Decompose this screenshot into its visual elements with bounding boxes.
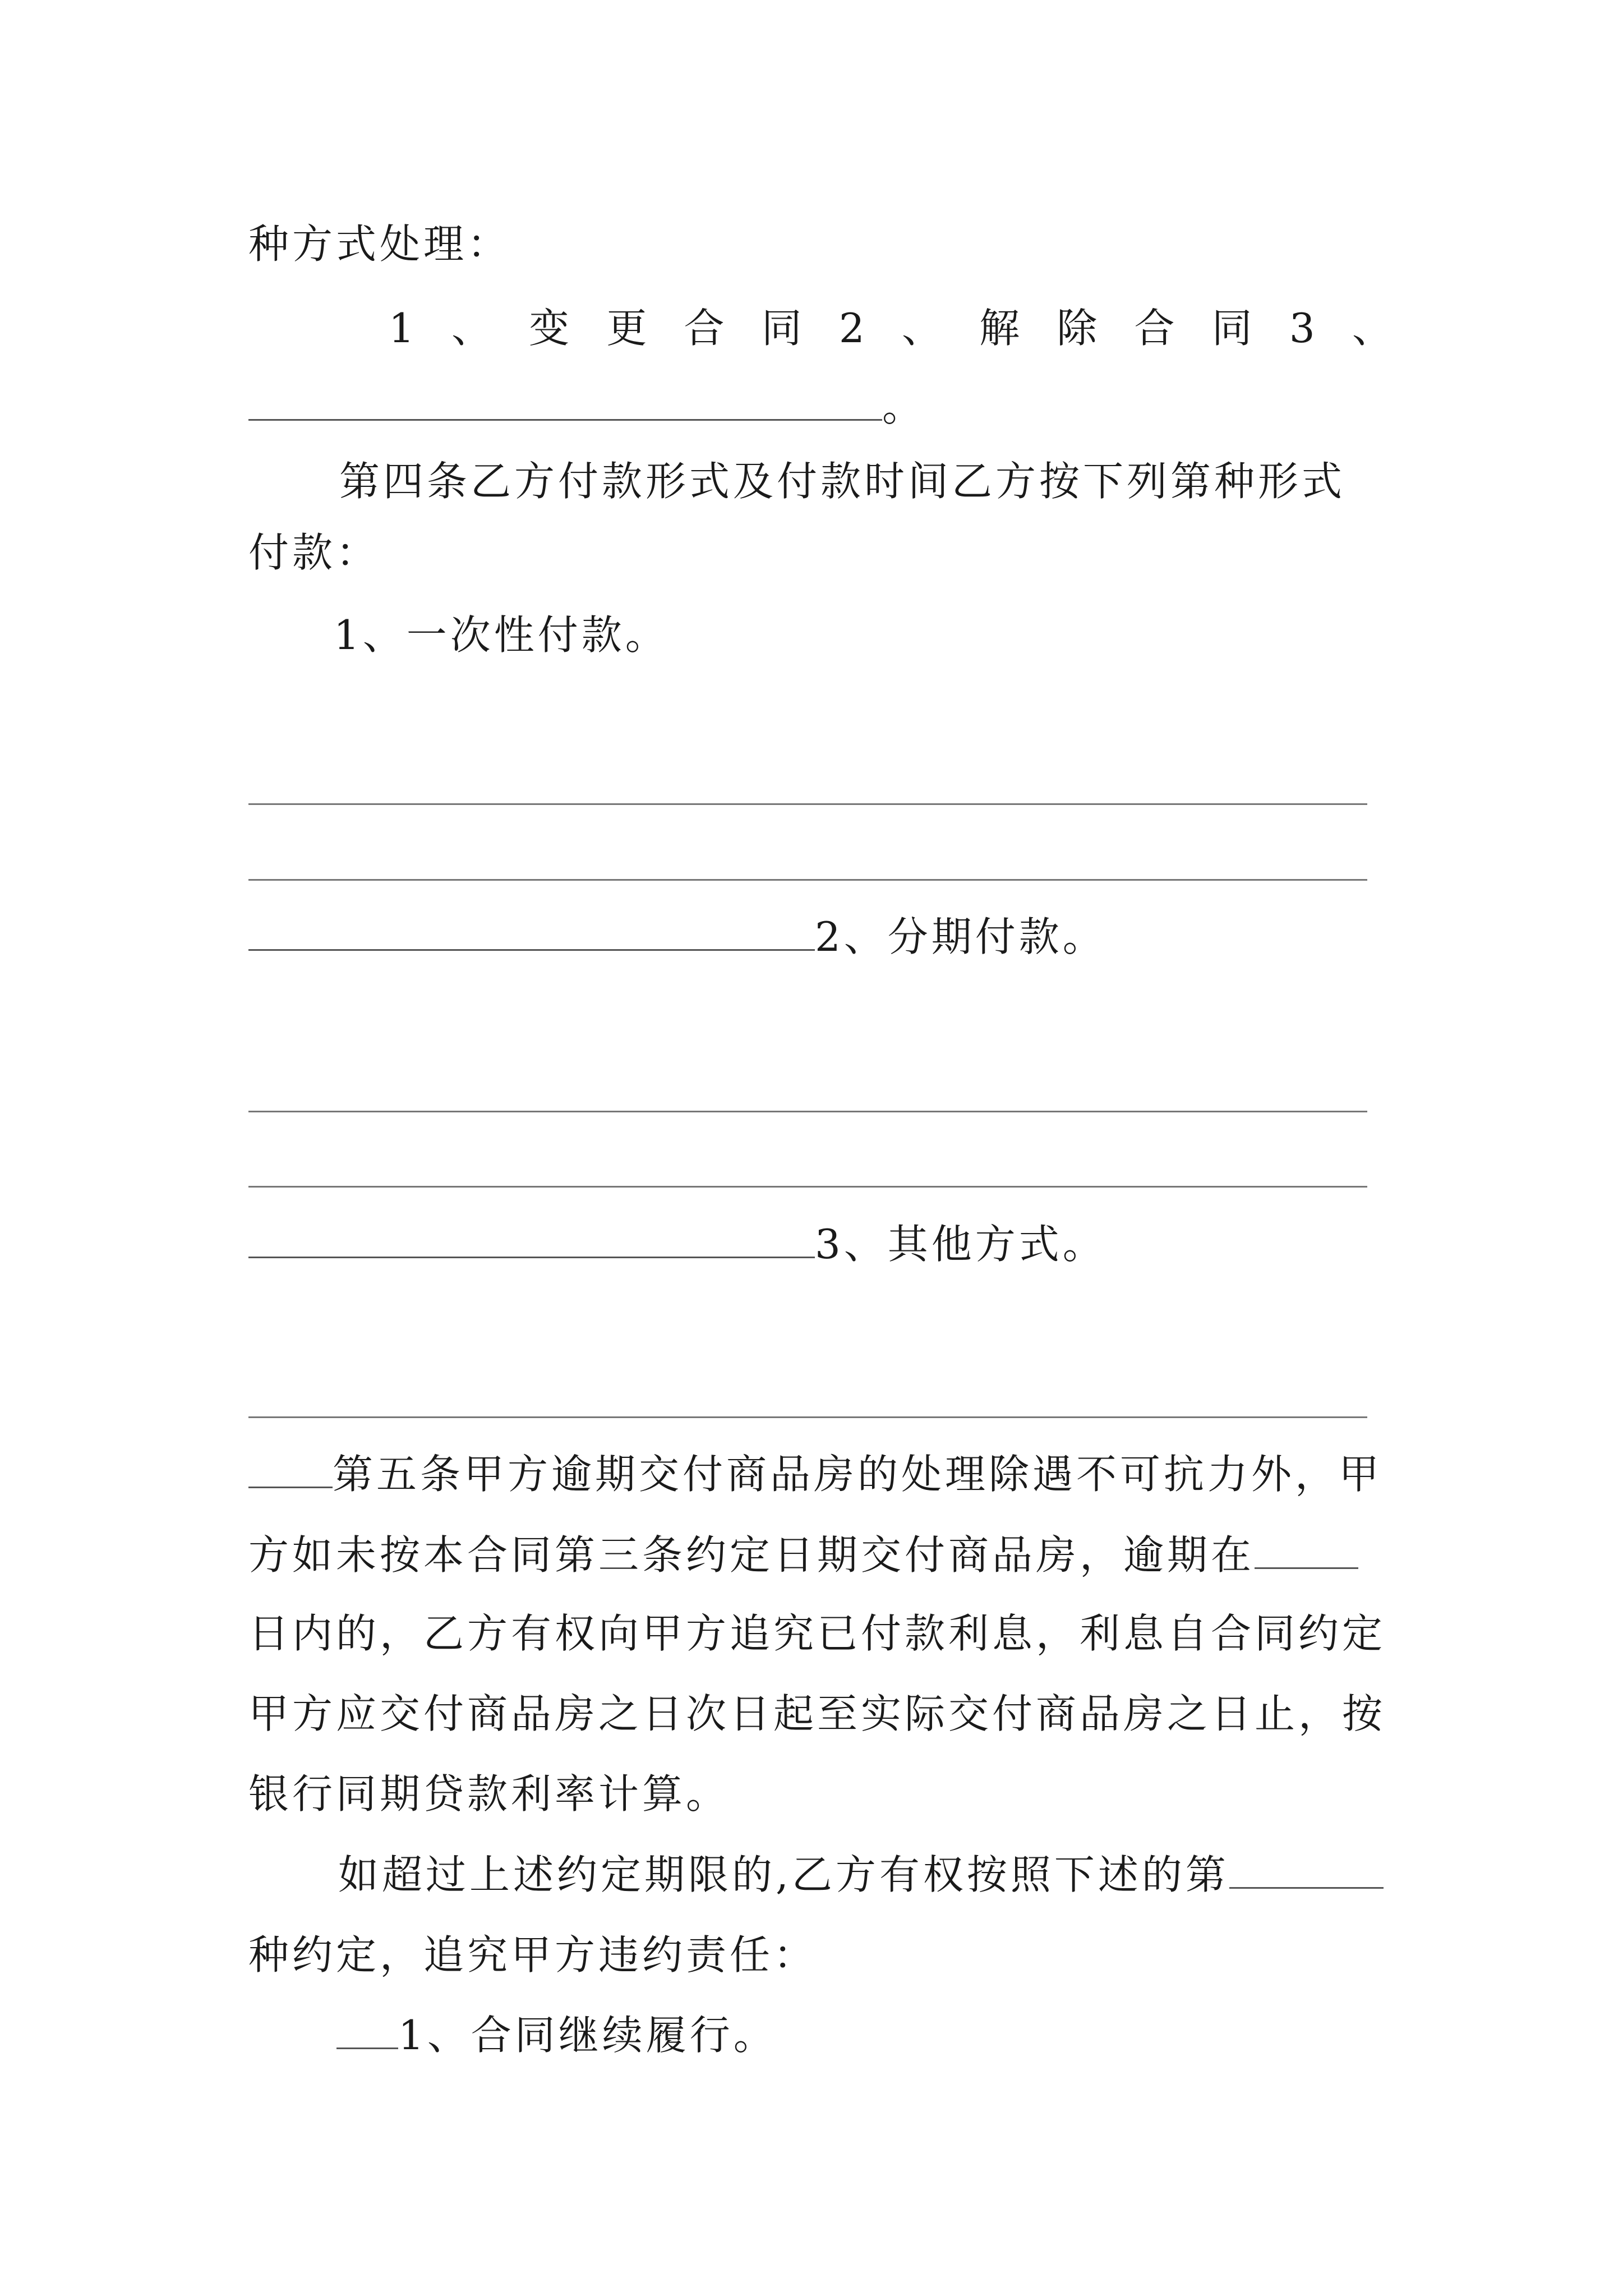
- payment-option-3-line: [248, 1216, 1106, 1272]
- fill-rule[interactable]: [248, 1186, 1367, 1188]
- option-char: 、: [1352, 305, 1393, 352]
- text-segment: 如超过上述约定期限的,乙方有权按照下述的第: [338, 1851, 1229, 1898]
- text-line-with-blank: [338, 1847, 1384, 1903]
- fill-blank[interactable]: [248, 910, 815, 951]
- text-line: 银行同期贷款利率计算。: [248, 1770, 730, 1818]
- fill-blank[interactable]: [248, 380, 882, 421]
- payment-option-3: 3、其他方式。: [815, 1221, 1106, 1268]
- text-line: 甲方应交付商品房之日次日起至实际交付商品房之日止，按: [248, 1690, 1386, 1737]
- text-segment: 方如未按本合同第三条约定日期交付商品房，逾期在: [248, 1531, 1255, 1579]
- article-five-line: [248, 1446, 1382, 1502]
- option-char: 解: [979, 305, 1020, 352]
- fill-rule[interactable]: [248, 1111, 1367, 1112]
- option-char: 除: [1057, 305, 1098, 352]
- clause-option-1: 1、合同继续履行。: [398, 2012, 777, 2059]
- blank-line: [248, 379, 926, 435]
- clause-option-line: [336, 2007, 777, 2063]
- text-line: 日内的，乙方有权向甲方追究已付款利息，利息自合同约定: [248, 1610, 1386, 1657]
- option-char: 同: [1211, 305, 1252, 352]
- line-end-mark: 。: [882, 383, 926, 430]
- option-char: 3: [1289, 305, 1315, 352]
- option-char: 2: [838, 305, 865, 352]
- fill-rule[interactable]: [248, 1416, 1367, 1418]
- option-char: 合: [1134, 305, 1175, 352]
- payment-option-2: 2、分期付款。: [815, 913, 1106, 960]
- fill-blank[interactable]: [248, 1217, 815, 1258]
- article-four-heading: 第四条乙方付款形式及付款时间乙方按下列第种形式: [339, 458, 1346, 505]
- payment-option-1: 1、一次性付款。: [334, 611, 669, 659]
- fill-blank[interactable]: [1255, 1528, 1358, 1569]
- payment-option-2-line: [248, 909, 1106, 965]
- text-line-with-blank: [248, 1527, 1358, 1583]
- fill-blank[interactable]: [248, 1447, 333, 1488]
- fill-rule[interactable]: [248, 879, 1367, 881]
- option-char: 同: [761, 305, 802, 352]
- fill-rule[interactable]: [248, 803, 1367, 805]
- text-line: 种方式处理：: [248, 220, 511, 268]
- fill-blank[interactable]: [336, 2008, 398, 2049]
- option-char: 合: [684, 305, 725, 352]
- text-line: 种约定，追究甲方违约责任：: [248, 1931, 818, 1978]
- options-line: [248, 300, 1393, 356]
- option-char: 1: [389, 305, 414, 352]
- article-five-heading: 第五条甲方逾期交付商品房的处理除遇不可抗力外，甲: [333, 1451, 1383, 1498]
- option-char: 变: [529, 305, 570, 352]
- fill-blank[interactable]: [1229, 1848, 1384, 1889]
- option-char: 、: [901, 305, 942, 352]
- option-char: 更: [606, 305, 647, 352]
- text-line: 付款：: [248, 529, 380, 576]
- option-char: 、: [451, 305, 492, 352]
